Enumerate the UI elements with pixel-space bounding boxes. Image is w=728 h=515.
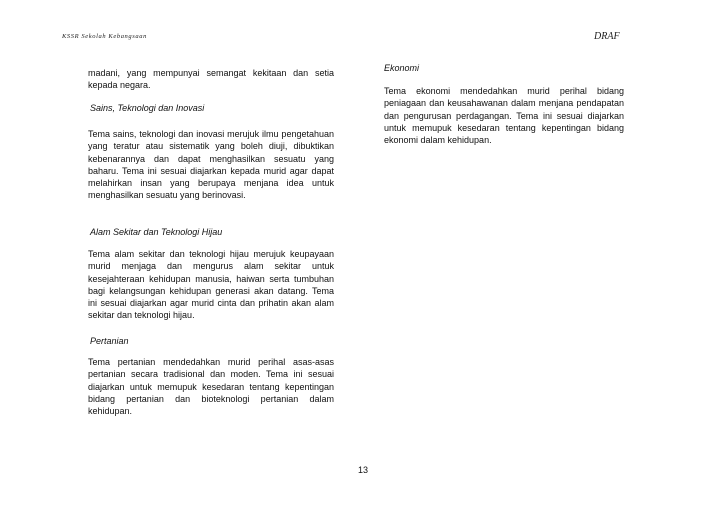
section-heading-pertanian: Pertanian [90, 336, 129, 346]
running-header: KSSR Sekolah Kebangsaan [62, 33, 147, 40]
section-body-ekonomi: Tema ekonomi mendedahkan murid perihal bidang peniagaan dan keusahawanan dalam menjana pendapatan dan pengurusan perdagangan. Tema ini sesuai diajarkan untuk memupuk kesedaran tentang kepentingan bidang ekonomi dalam kehidupan. [384, 86, 624, 146]
section-body-alam-sekitar: Tema alam sekitar dan teknologi hijau merujuk keupayaan murid menjaga dan mengurus alam sekitar untuk kesejahteraan kehidupan manusia, haiwan serta tumbuhan bagi kelangsungan kehidupan generasi akan datang. Tema ini sesuai diajarkan agar murid cinta dan prihatin akan alam sekitar dan teknologi hijau. [88, 249, 334, 321]
section-body-pertanian: Tema pertanian mendedahkan murid perihal asas-asas pertanian secara tradisional dan moden. Tema ini sesuai diajarkan untuk memupuk kesedaran tentang kepentingan bidang pertanian dan bioteknologi pertanian dalam kehidupan. [88, 357, 334, 417]
section-body-sains: Tema sains, teknologi dan inovasi merujuk ilmu pengetahuan yang teratur atau sistematik yang boleh diuji, dibuktikan kebenarannya dan dapat menghasilkan sesuatu yang baharu. Tema ini sesuai diajarkan kepada murid agar dapat melahirkan insan yang berupaya menjana idea untuk menghasilkan sesuatu yang berinovasi. [88, 129, 334, 201]
section-heading-ekonomi: Ekonomi [384, 63, 420, 73]
section-heading-sains: Sains, Teknologi dan Inovasi [90, 103, 205, 113]
page-number: 13 [358, 465, 369, 475]
section-heading-alam-sekitar: Alam Sekitar dan Teknologi Hijau [90, 227, 223, 237]
draft-label: DRAF [594, 31, 620, 42]
intro-paragraph: madani, yang mempunyai semangat kekitaan dan setia kepada negara. [88, 68, 334, 91]
